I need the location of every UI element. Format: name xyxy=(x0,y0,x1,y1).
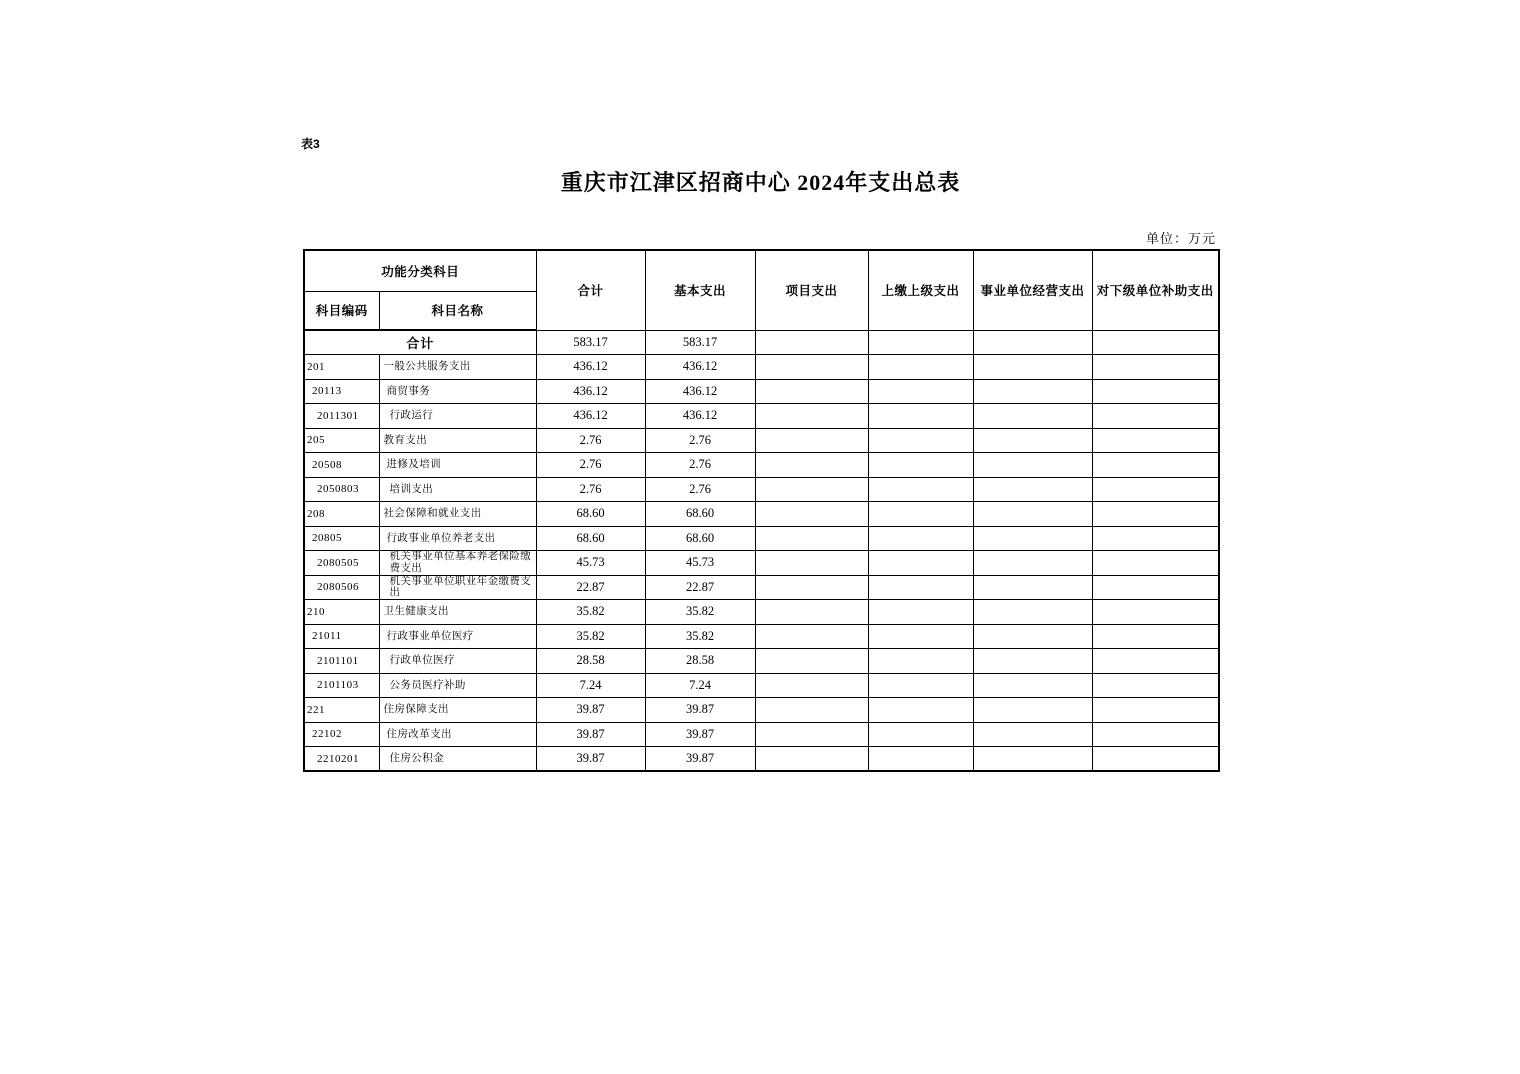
total-value-cell: 45.73 xyxy=(536,551,645,576)
subject-name-cell: 社会保障和就业支出 xyxy=(379,502,536,527)
business-operation-cell xyxy=(973,551,1092,576)
table-row xyxy=(304,624,1219,649)
upper-level-remittance-cell xyxy=(868,698,973,723)
subject-name-cell: 住房改革支出 xyxy=(379,722,536,747)
project-expenditure-cell xyxy=(755,379,868,404)
subordinate-subsidy-cell xyxy=(1092,502,1219,527)
project-expenditure-cell xyxy=(755,453,868,478)
subordinate-subsidy-cell xyxy=(1092,600,1219,625)
subordinate-subsidy-cell xyxy=(1092,355,1219,380)
project-expenditure-cell xyxy=(755,502,868,527)
table-row xyxy=(304,551,1219,576)
upper-level-remittance-cell xyxy=(868,404,973,429)
business-operation-cell xyxy=(973,698,1092,723)
header-subject-name: 科目名称 xyxy=(379,291,536,330)
business-operation-cell xyxy=(973,379,1092,404)
basic-expenditure-cell: 39.87 xyxy=(645,747,755,772)
subordinate-subsidy-cell xyxy=(1092,649,1219,674)
subject-name-cell: 卫生健康支出 xyxy=(379,600,536,625)
subordinate-subsidy-cell xyxy=(1092,673,1219,698)
upper-level-remittance-cell xyxy=(868,624,973,649)
subordinate-subsidy-cell xyxy=(1092,526,1219,551)
table-row xyxy=(304,673,1219,698)
business-operation-cell xyxy=(973,502,1092,527)
subordinate-subsidy-cell xyxy=(1092,453,1219,478)
subordinate-subsidy-cell xyxy=(1092,722,1219,747)
basic-expenditure-cell: 7.24 xyxy=(645,673,755,698)
project-expenditure-cell xyxy=(755,722,868,747)
upper-level-remittance-cell xyxy=(868,575,973,600)
basic-expenditure-cell: 35.82 xyxy=(645,624,755,649)
total-value-cell: 39.87 xyxy=(536,698,645,723)
header-business-operation: 事业单位经营支出 xyxy=(973,250,1092,330)
subject-code-cell: 21011 xyxy=(304,624,379,649)
subject-name-cell: 教育支出 xyxy=(379,428,536,453)
table-row xyxy=(304,600,1219,625)
business-operation-cell xyxy=(973,453,1092,478)
subordinate-subsidy-cell xyxy=(1092,330,1219,355)
header-row-group xyxy=(304,250,1219,291)
subject-code-cell: 2080506 xyxy=(304,575,379,600)
table-row-grand-total xyxy=(304,330,1219,355)
subject-code-cell: 2080505 xyxy=(304,551,379,576)
subject-name-cell: 住房公积金 xyxy=(379,747,536,772)
project-expenditure-cell xyxy=(755,404,868,429)
project-expenditure-cell xyxy=(755,673,868,698)
total-value-cell: 2.76 xyxy=(536,428,645,453)
table-row xyxy=(304,575,1219,600)
subject-name-cell: 行政运行 xyxy=(379,404,536,429)
upper-level-remittance-cell xyxy=(868,379,973,404)
header-basic-expenditure: 基本支出 xyxy=(645,250,755,330)
table-body xyxy=(304,330,1219,771)
total-value-cell: 35.82 xyxy=(536,624,645,649)
total-value-cell: 2.76 xyxy=(536,477,645,502)
basic-expenditure-cell: 2.76 xyxy=(645,477,755,502)
business-operation-cell xyxy=(973,649,1092,674)
header-project-expenditure: 项目支出 xyxy=(755,250,868,330)
table-row xyxy=(304,477,1219,502)
business-operation-cell xyxy=(973,747,1092,772)
project-expenditure-cell xyxy=(755,575,868,600)
business-operation-cell xyxy=(973,428,1092,453)
upper-level-remittance-cell xyxy=(868,673,973,698)
table-header xyxy=(304,250,1219,330)
upper-level-remittance-cell xyxy=(868,551,973,576)
basic-expenditure-cell: 68.60 xyxy=(645,502,755,527)
unit-note: 单位：万元 xyxy=(1145,231,1216,246)
subject-name-cell: 行政单位医疗 xyxy=(379,649,536,674)
header-total: 合计 xyxy=(536,250,645,330)
total-value-cell: 35.82 xyxy=(536,600,645,625)
subordinate-subsidy-cell xyxy=(1092,404,1219,429)
table-row xyxy=(304,379,1219,404)
subordinate-subsidy-cell xyxy=(1092,575,1219,600)
project-expenditure-cell xyxy=(755,551,868,576)
subject-code-cell: 20508 xyxy=(304,453,379,478)
subject-name-cell: 培训支出 xyxy=(379,477,536,502)
upper-level-remittance-cell xyxy=(868,526,973,551)
project-expenditure-cell xyxy=(755,747,868,772)
subject-name-cell: 公务员医疗补助 xyxy=(379,673,536,698)
subject-name-cell: 进修及培训 xyxy=(379,453,536,478)
header-function-group: 功能分类科目 xyxy=(304,250,536,291)
table-row xyxy=(304,698,1219,723)
total-value-cell: 436.12 xyxy=(536,404,645,429)
subject-code-cell: 201 xyxy=(304,355,379,380)
business-operation-cell xyxy=(973,477,1092,502)
upper-level-remittance-cell xyxy=(868,453,973,478)
table-row xyxy=(304,722,1219,747)
basic-expenditure-cell: 22.87 xyxy=(645,575,755,600)
basic-expenditure-cell: 436.12 xyxy=(645,355,755,380)
basic-expenditure-cell: 45.73 xyxy=(645,551,755,576)
subject-code-cell: 20113 xyxy=(304,379,379,404)
upper-level-remittance-cell xyxy=(868,355,973,380)
table-row xyxy=(304,428,1219,453)
sheet-label: 表3 xyxy=(301,137,320,151)
basic-expenditure-cell: 2.76 xyxy=(645,453,755,478)
basic-expenditure-cell: 39.87 xyxy=(645,698,755,723)
business-operation-cell xyxy=(973,624,1092,649)
subject-code-cell: 20805 xyxy=(304,526,379,551)
subject-code-cell: 2101101 xyxy=(304,649,379,674)
grand-total-label: 合计 xyxy=(304,330,536,355)
project-expenditure-cell xyxy=(755,600,868,625)
subject-name-cell: 行政事业单位医疗 xyxy=(379,624,536,649)
subject-code-cell: 22102 xyxy=(304,722,379,747)
basic-expenditure-cell: 28.58 xyxy=(645,649,755,674)
upper-level-remittance-cell xyxy=(868,330,973,355)
upper-level-remittance-cell xyxy=(868,502,973,527)
total-value-cell: 28.58 xyxy=(536,649,645,674)
basic-expenditure-cell: 436.12 xyxy=(645,404,755,429)
page-title: 重庆市江津区招商中心 2024年支出总表 xyxy=(560,170,961,195)
header-subordinate-subsidy: 对下级单位补助支出 xyxy=(1092,250,1219,330)
business-operation-cell xyxy=(973,722,1092,747)
project-expenditure-cell xyxy=(755,624,868,649)
subordinate-subsidy-cell xyxy=(1092,428,1219,453)
subject-name-cell: 一般公共服务支出 xyxy=(379,355,536,380)
business-operation-cell xyxy=(973,575,1092,600)
upper-level-remittance-cell xyxy=(868,477,973,502)
subordinate-subsidy-cell xyxy=(1092,477,1219,502)
business-operation-cell xyxy=(973,526,1092,551)
business-operation-cell xyxy=(973,673,1092,698)
subordinate-subsidy-cell xyxy=(1092,698,1219,723)
total-value-cell: 39.87 xyxy=(536,747,645,772)
subject-code-cell: 208 xyxy=(304,502,379,527)
project-expenditure-cell xyxy=(755,649,868,674)
basic-expenditure-cell: 436.12 xyxy=(645,379,755,404)
header-subject-code: 科目编码 xyxy=(304,291,379,330)
project-expenditure-cell xyxy=(755,355,868,380)
basic-expenditure-cell: 2.76 xyxy=(645,428,755,453)
project-expenditure-cell xyxy=(755,477,868,502)
subject-code-cell: 2210201 xyxy=(304,747,379,772)
business-operation-cell xyxy=(973,600,1092,625)
expenditure-table xyxy=(303,249,1220,772)
header-upper-level-remittance: 上缴上级支出 xyxy=(868,250,973,330)
subordinate-subsidy-cell xyxy=(1092,747,1219,772)
upper-level-remittance-cell xyxy=(868,649,973,674)
subject-name-cell: 机关事业单位基本养老保险缴费支出 xyxy=(379,551,536,576)
upper-level-remittance-cell xyxy=(868,722,973,747)
subject-code-cell: 221 xyxy=(304,698,379,723)
project-expenditure-cell xyxy=(755,330,868,355)
total-value-cell: 68.60 xyxy=(536,502,645,527)
subject-name-cell: 住房保障支出 xyxy=(379,698,536,723)
subject-code-cell: 2011301 xyxy=(304,404,379,429)
subject-name-cell: 商贸事务 xyxy=(379,379,536,404)
subject-code-cell: 210 xyxy=(304,600,379,625)
project-expenditure-cell xyxy=(755,428,868,453)
total-value-cell: 7.24 xyxy=(536,673,645,698)
total-value-cell: 436.12 xyxy=(536,379,645,404)
total-value-cell: 583.17 xyxy=(536,330,645,355)
basic-expenditure-cell: 39.87 xyxy=(645,722,755,747)
total-value-cell: 22.87 xyxy=(536,575,645,600)
table-row xyxy=(304,355,1219,380)
table-row xyxy=(304,502,1219,527)
business-operation-cell xyxy=(973,330,1092,355)
business-operation-cell xyxy=(973,404,1092,429)
total-value-cell: 2.76 xyxy=(536,453,645,478)
total-value-cell: 436.12 xyxy=(536,355,645,380)
subordinate-subsidy-cell xyxy=(1092,551,1219,576)
subject-name-cell: 行政事业单位养老支出 xyxy=(379,526,536,551)
basic-expenditure-cell: 583.17 xyxy=(645,330,755,355)
subject-name-cell: 机关事业单位职业年金缴费支出 xyxy=(379,575,536,600)
table-row xyxy=(304,404,1219,429)
basic-expenditure-cell: 35.82 xyxy=(645,600,755,625)
project-expenditure-cell xyxy=(755,698,868,723)
subject-code-cell: 2050803 xyxy=(304,477,379,502)
basic-expenditure-cell: 68.60 xyxy=(645,526,755,551)
subject-code-cell: 2101103 xyxy=(304,673,379,698)
business-operation-cell xyxy=(973,355,1092,380)
upper-level-remittance-cell xyxy=(868,600,973,625)
upper-level-remittance-cell xyxy=(868,747,973,772)
subordinate-subsidy-cell xyxy=(1092,379,1219,404)
table-row xyxy=(304,526,1219,551)
subject-code-cell: 205 xyxy=(304,428,379,453)
upper-level-remittance-cell xyxy=(868,428,973,453)
total-value-cell: 68.60 xyxy=(536,526,645,551)
total-value-cell: 39.87 xyxy=(536,722,645,747)
table-row xyxy=(304,649,1219,674)
project-expenditure-cell xyxy=(755,526,868,551)
subordinate-subsidy-cell xyxy=(1092,624,1219,649)
table-row xyxy=(304,747,1219,772)
table-row xyxy=(304,453,1219,478)
